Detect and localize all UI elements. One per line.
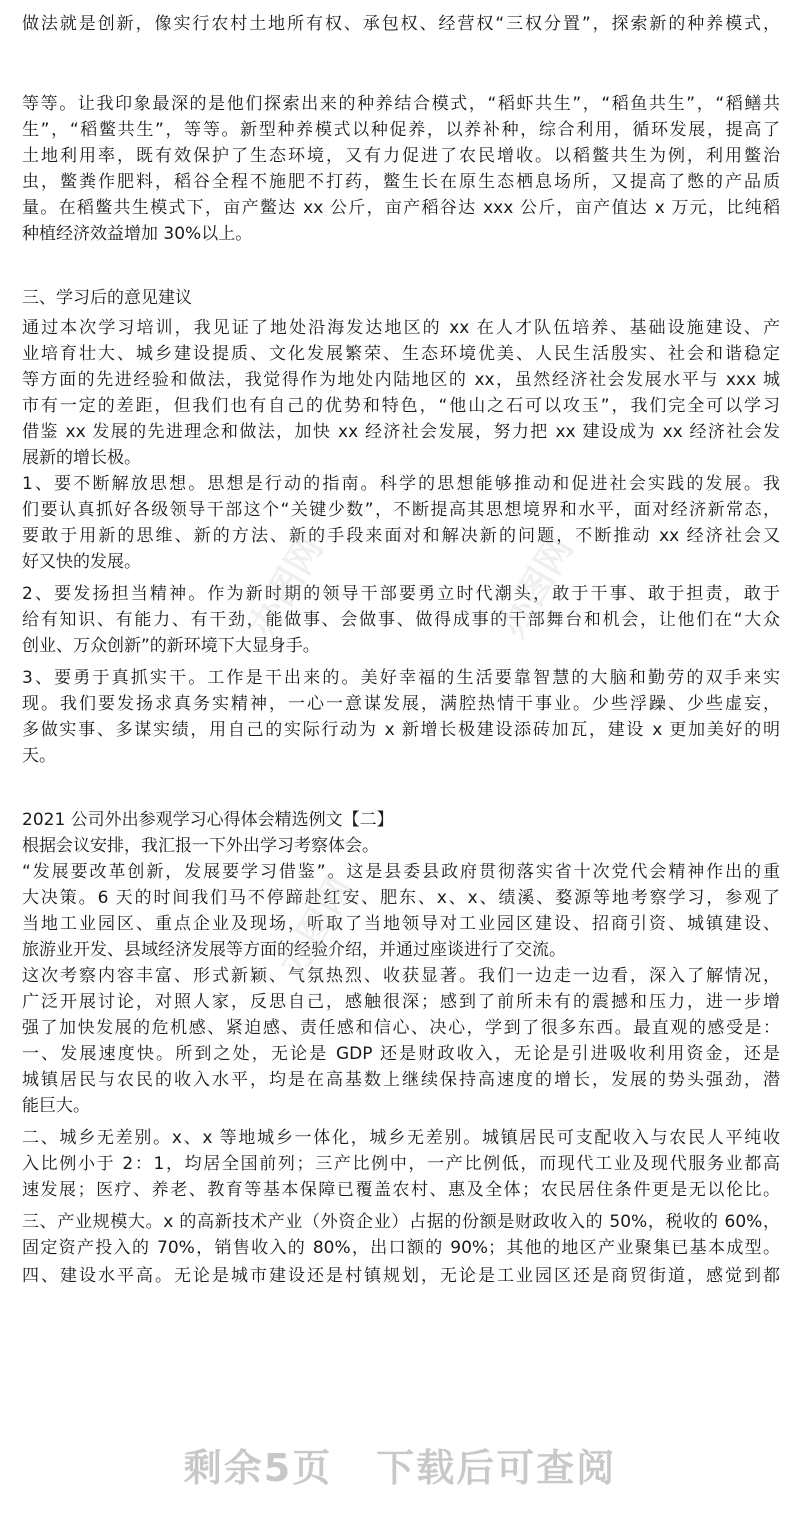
remaining-pages-label[interactable]: 剩余5页	[183, 1446, 333, 1490]
text-line: 量。在稻鳖共生模式下，亩产鳖达 xx 公斤，亩产稻谷达 xxx 公斤，亩产值达 x 万元，比纯稻	[22, 198, 780, 218]
text-line: 四、建设水平高。无论是城市建设还是村镇规划，无论是工业园区还是商贸街道，感觉到都	[22, 1266, 780, 1286]
text-line: 旅游业开发、县域经济发展等方面的经验介绍，并通过座谈进行了交流。	[22, 940, 566, 960]
text-line: 业培育壮大、城乡建设提质、文化发展繁荣、生态环境优美、人民生活殷实、社会和谐稳定	[22, 344, 780, 364]
text-line: 强了加快发展的危机感、紧迫感、责任感和信心、决心，学到了很多东西。最直观的感受是：	[22, 1018, 780, 1038]
text-line: 1、要不断解放思想。思想是行动的指南。科学的思想能够推动和促进社会实践的发展。我	[22, 474, 780, 494]
text-line: 大决策。6 天的时间我们马不停蹄赴红安、肥东、x、x、绩溪、婺源等地考察学习，参观了	[22, 888, 780, 908]
text-line: 2、要发扬担当精神。作为新时期的领导干部要勇立时代潮头，敢于干事、敢于担责，敢于	[22, 584, 780, 604]
text-line: 做法就是创新，像实行农村土地所有权、承包权、经营权“三权分置”，探索新的种养模式，	[22, 14, 780, 34]
text-line: 这次考察内容丰富、形式新颖、气氛热烈、收获显著。我们一边走一边看，深入了解情况，	[22, 966, 780, 986]
watermark: 办图网	[271, 869, 362, 985]
text-line: 等方面的先进经验和做法，我觉得作为地处内陆地区的 xx，虽然经济社会发展水平与 xxx 城	[22, 370, 780, 390]
text-line: 生”，“稻鳖共生”，等等。新型种养模式以种促养，以养补种，综合利用，循环发展，提高了	[22, 120, 780, 140]
text-line: 好又快的发展。	[22, 552, 141, 572]
article-title: 2021 公司外出参观学习心得体会精选例文【二】	[22, 810, 394, 830]
text-line: 速发展；医疗、养老、教育等基本保障已覆盖农村、惠及全体；农民居住条件更是无以伦比。	[22, 1180, 780, 1200]
text-line: 根据会议安排，我汇报一下外出学习考察体会。	[22, 836, 379, 856]
text-line: 通过本次学习培训，我见证了地处沿海发达地区的 xx 在人才队伍培养、基础设施建设、产	[22, 318, 780, 338]
text-line: 三、产业规模大。x 的高新技术产业（外资企业）占据的份额是财政收入的 50%，税收的 60%，	[22, 1212, 780, 1232]
text-line: 当地工业园区、重点企业及现场，听取了当地领导对工业园区建设、招商引资、城镇建设、	[22, 914, 780, 934]
watermark: 办图网	[241, 529, 332, 645]
section-heading: 三、学习后的意见建议	[22, 288, 192, 308]
text-line: 固定资产投入的 70%，销售收入的 80%，出口额的 90%；其他的地区产业聚集已基本成型。	[22, 1238, 780, 1258]
text-line: 市有一定的差距，但我们也有自己的优势和特色，“他山之石可以攻玉”，我们完全可以学习	[22, 396, 780, 416]
download-to-view-label[interactable]: 下载后可查阅	[376, 1446, 617, 1490]
text-line: 种植经济效益增加 30%以上。	[22, 224, 253, 244]
text-line: 们要认真抓好各级领导干部这个“关键少数”，不断提高其思想境界和水平，面对经济新常态，	[22, 500, 780, 520]
text-line: 天。	[22, 746, 56, 766]
text-line: 广泛开展讨论，对照人家，反思自己，感触很深；感到了前所未有的震撼和压力，进一步增	[22, 992, 780, 1012]
text-line: 一、发展速度快。所到之处，无论是 GDP 还是财政收入，无论是引进吸收利用资金，还是	[22, 1044, 780, 1064]
text-line: 能巨大。	[22, 1096, 90, 1116]
text-line: 创业、万众创新”的新环境下大显身手。	[22, 636, 320, 656]
text-line: 多做实事、多谋实绩，用自己的实际行动为 x 新增长极建设添砖加瓦，建设 x 更加美好的明	[22, 720, 780, 740]
text-line: 现。我们要发扬求真务实精神，一心一意谋发展，满腔热情干事业。少些浮躁、少些虚妄，	[22, 694, 780, 714]
text-line: 借鉴 xx 发展的先进理念和做法，加快 xx 经济社会发展，努力把 xx 建设成为 xx 经济社会发	[22, 422, 780, 442]
text-line: 展新的增长极。	[22, 448, 141, 468]
text-line: 城镇居民与农民的收入水平，均是在高基数上继续保持高速度的增长，发展的势头强劲，潜	[22, 1070, 780, 1090]
text-line: 入比例小于 2：1，均居全国前列；三产比例中，一产比例低，而现代工业及现代服务业都高	[22, 1154, 780, 1174]
text-line: 等等。让我印象最深的是他们探索出来的种养结合模式，“稻虾共生”，“稻鱼共生”，“稻鳝共	[22, 94, 780, 114]
watermark: 办图网	[491, 529, 582, 645]
text-line: 二、城乡无差别。x、x 等地城乡一体化，城乡无差别。城镇居民可支配收入与农民人平纯收	[22, 1128, 780, 1148]
text-line: “发展要改革创新，发展要学习借鉴”。这是县委县政府贯彻落实省十次党代会精神作出的重	[22, 862, 780, 882]
text-line: 土地利用率，既有效保护了生态环境，又有力促进了农民增收。以稻鳖共生为例，利用鳖治	[22, 146, 780, 166]
text-line: 给有知识、有能力、有干劲，能做事、会做事、做得成事的干部舞台和机会，让他们在“大众	[22, 610, 780, 630]
text-line: 3、要勇于真抓实干。工作是干出来的。美好幸福的生活要靠智慧的大脑和勤劳的双手来实	[22, 668, 780, 688]
text-line: 要敢于用新的思维、新的方法、新的手段来面对和解决新的问题，不断推动 xx 经济社会又	[22, 526, 780, 546]
download-prompt[interactable]	[0, 1438, 800, 1498]
document-page	[22, 0, 780, 1526]
text-line: 虫，鳖粪作肥料，稻谷全程不施肥不打药，鳖生长在原生态栖息场所，又提高了憋的产品质	[22, 172, 780, 192]
